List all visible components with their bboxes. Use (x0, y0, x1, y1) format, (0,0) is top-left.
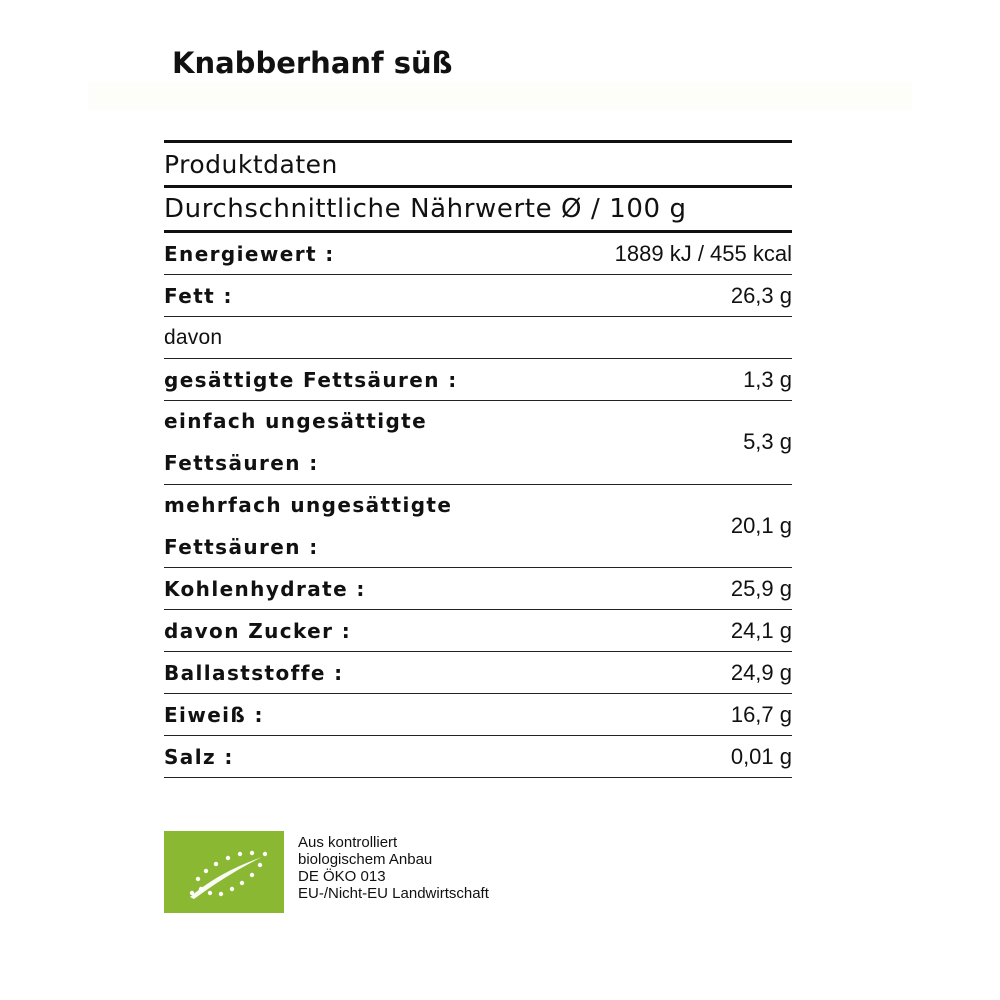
organic-certification (164, 831, 489, 913)
table-row-energy (164, 233, 792, 275)
row-value: 20,1 g (730, 512, 792, 538)
row-label: davon Zucker : (164, 618, 352, 643)
row-label-line2: Fettsäuren : (164, 451, 319, 476)
row-value: 0,01 g (730, 743, 792, 769)
row-label-line1: mehrfach ungesättigte (164, 492, 453, 517)
row-label: gesättigte Fettsäuren : (164, 367, 458, 392)
organic-line: biologischem Anbau (298, 851, 433, 868)
row-value: 5,3 g (743, 429, 792, 455)
organic-line: EU-/Nicht-EU Landwirtschaft (298, 885, 489, 902)
row-value: 1,3 g (743, 366, 792, 392)
table-row-salt (164, 736, 792, 778)
row-label-line1: einfach ungesättigte (164, 409, 428, 434)
row-label: Ballaststoffe : (164, 660, 344, 685)
product-title: Knabberhanf süß (172, 46, 453, 80)
row-label-line2: Fettsäuren : (164, 534, 319, 559)
row-label: Salz : (164, 744, 234, 769)
table-row-monounsaturated-fat (164, 401, 792, 485)
table-subheader: Durchschnittliche Nährwerte Ø / 100 g (164, 188, 792, 233)
table-row-saturated-fat (164, 359, 792, 401)
row-value: 16,7 g (730, 701, 792, 727)
table-row-fat (164, 275, 792, 317)
row-value: 25,9 g (730, 575, 792, 601)
row-value: 1889 kJ / 455 kcal (614, 240, 792, 266)
row-label (164, 400, 427, 484)
table-row-carbohydrates (164, 568, 792, 610)
table-row-polyunsaturated-fat (164, 485, 792, 569)
eu-organic-leaf-icon (164, 831, 284, 913)
organic-line: Aus kontrolliert (298, 834, 398, 851)
nutrition-table (164, 140, 792, 778)
row-label (164, 484, 452, 568)
table-row-protein (164, 694, 792, 736)
row-label: Eiweiß : (164, 702, 264, 727)
row-value: 24,1 g (730, 617, 792, 643)
table-row-davon (164, 317, 792, 359)
table-row-sugar (164, 610, 792, 652)
row-value: 24,9 g (730, 659, 792, 685)
row-label: Fett : (164, 283, 233, 308)
title-band (88, 82, 912, 110)
row-value: 26,3 g (730, 282, 792, 308)
row-label: davon (164, 325, 223, 349)
row-label: Kohlenhydrate : (164, 576, 366, 601)
organic-line: DE ÖKO 013 (298, 868, 386, 885)
row-label: Energiewert : (164, 241, 335, 266)
organic-text (298, 834, 489, 902)
table-row-fiber (164, 652, 792, 694)
table-header: Produktdaten (164, 143, 792, 188)
